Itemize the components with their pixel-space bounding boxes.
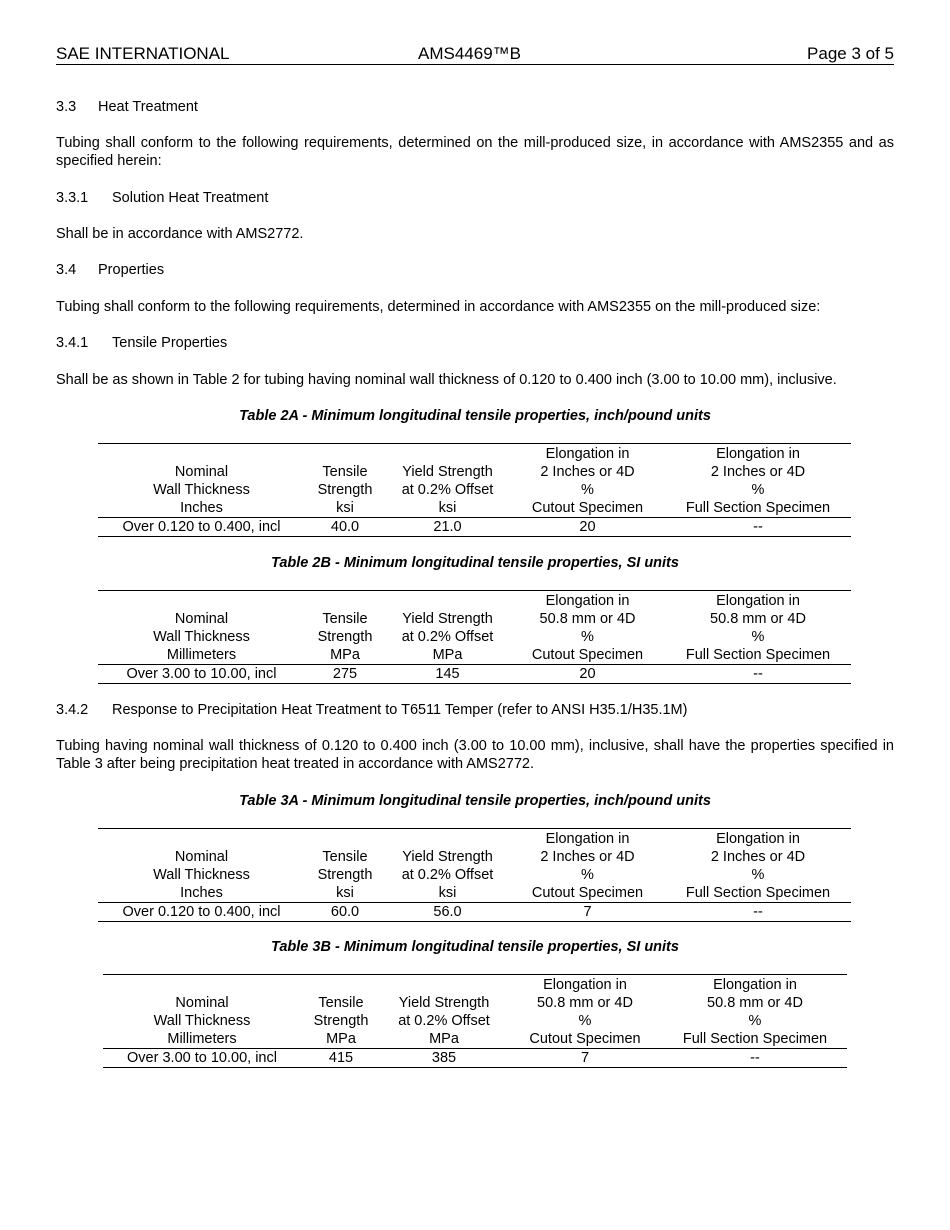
section-number: 3.4 — [56, 262, 77, 278]
table-3b — [103, 974, 847, 1068]
column-header: Elongation in 2 Inches or 4D % Full Section Specimen — [665, 444, 851, 518]
section-number: 3.4.2 — [56, 702, 89, 718]
column-header: Nominal Wall Thickness Millimeters — [98, 591, 305, 665]
table-cell: -- — [665, 518, 851, 537]
page-header — [56, 44, 894, 65]
section-3-4-2-text: Tubing having nominal wall thickness of 0.120 to 0.400 inch (3.00 to 10.00 mm), inclusive, shall have the properties specified in Table 3 after being precipitation heat treated in accordance with AMS2772. — [56, 738, 894, 772]
section-title: Tensile Properties — [112, 335, 228, 351]
header-page-number: Page 3 of 5 — [807, 44, 894, 63]
table-3b-caption: Table 3B - Minimum longitudinal tensile properties, SI units — [271, 939, 679, 955]
section-3-3-1-heading — [56, 189, 268, 207]
column-header: Tensile Strength MPa — [305, 591, 385, 665]
table-cell: 20 — [510, 665, 665, 684]
table-row — [98, 903, 851, 922]
table-2b-caption: Table 2B - Minimum longitudinal tensile properties, SI units — [271, 555, 679, 571]
section-number: 3.3 — [56, 99, 77, 115]
column-header: Yield Strength at 0.2% Offset MPa — [381, 975, 507, 1049]
column-header: Yield Strength at 0.2% Offset ksi — [385, 829, 510, 903]
table-cell: 20 — [510, 518, 665, 537]
table-2a — [98, 443, 851, 537]
column-header: Tensile Strength ksi — [305, 444, 385, 518]
table-cell: Over 3.00 to 10.00, incl — [98, 665, 305, 684]
column-header: Elongation in 2 Inches or 4D % Full Section Specimen — [665, 829, 851, 903]
table-cell: 60.0 — [305, 903, 385, 922]
table-cell: Over 0.120 to 0.400, incl — [98, 903, 305, 922]
section-3-4-heading — [56, 261, 164, 279]
table-3a — [98, 828, 851, 922]
column-header: Elongation in 50.8 mm or 4D % Cutout Specimen — [507, 975, 663, 1049]
table-header-row — [98, 444, 851, 518]
column-header: Elongation in 2 Inches or 4D % Cutout Specimen — [510, 829, 665, 903]
section-number: 3.4.1 — [56, 335, 89, 351]
section-3-4-text: Tubing shall conform to the following requirements, determined in accordance with AMS2355 on the mill-produced size: — [56, 299, 821, 315]
table-cell: -- — [665, 665, 851, 684]
column-header: Nominal Wall Thickness Inches — [98, 829, 305, 903]
table-header-row — [98, 829, 851, 903]
section-3-4-1-heading — [56, 334, 227, 352]
table-cell: 21.0 — [385, 518, 510, 537]
table-cell: Over 3.00 to 10.00, incl — [103, 1049, 301, 1068]
table-3a-caption: Table 3A - Minimum longitudinal tensile properties, inch/pound units — [239, 793, 711, 809]
column-header: Yield Strength at 0.2% Offset MPa — [385, 591, 510, 665]
section-title: Response to Precipitation Heat Treatment to T6511 Temper (refer to ANSI H35.1/H35.1M) — [112, 702, 688, 718]
section-title: Heat Treatment — [98, 99, 198, 115]
section-number: 3.3.1 — [56, 190, 89, 206]
table-cell: 7 — [510, 903, 665, 922]
table-header-row — [103, 975, 847, 1049]
table-header-row — [98, 591, 851, 665]
section-3-3-text: Tubing shall conform to the following requirements, determined on the mill-produced size, in accordance with AMS2355 and as specified herein: — [56, 135, 894, 169]
table-2b — [98, 590, 851, 684]
column-header: Tensile Strength ksi — [305, 829, 385, 903]
table-cell: 415 — [301, 1049, 381, 1068]
column-header: Elongation in 2 Inches or 4D % Cutout Specimen — [510, 444, 665, 518]
column-header: Elongation in 50.8 mm or 4D % Full Section Specimen — [663, 975, 847, 1049]
header-doc-number: AMS4469™B — [418, 44, 521, 63]
column-header: Nominal Wall Thickness Inches — [98, 444, 305, 518]
section-3-4-1-text: Shall be as shown in Table 2 for tubing having nominal wall thickness of 0.120 to 0.400 inch (3.00 to 10.00 mm), inclusive. — [56, 372, 837, 388]
table-row — [98, 665, 851, 684]
table-cell: -- — [663, 1049, 847, 1068]
table-row — [103, 1049, 847, 1068]
section-3-3-heading — [56, 98, 198, 116]
column-header: Elongation in 50.8 mm or 4D % Cutout Specimen — [510, 591, 665, 665]
table-cell: 40.0 — [305, 518, 385, 537]
table-cell: 275 — [305, 665, 385, 684]
section-3-4-2-heading — [56, 701, 687, 719]
header-org: SAE INTERNATIONAL — [56, 44, 230, 63]
table-cell: 145 — [385, 665, 510, 684]
column-header: Yield Strength at 0.2% Offset ksi — [385, 444, 510, 518]
column-header: Nominal Wall Thickness Millimeters — [103, 975, 301, 1049]
section-title: Properties — [98, 262, 165, 278]
table-row — [98, 518, 851, 537]
table-cell: Over 0.120 to 0.400, incl — [98, 518, 305, 537]
table-cell: -- — [665, 903, 851, 922]
column-header: Tensile Strength MPa — [301, 975, 381, 1049]
section-3-3-1-text: Shall be in accordance with AMS2772. — [56, 226, 304, 242]
column-header: Elongation in 50.8 mm or 4D % Full Section Specimen — [665, 591, 851, 665]
table-cell: 7 — [507, 1049, 663, 1068]
table-cell: 385 — [381, 1049, 507, 1068]
table-cell: 56.0 — [385, 903, 510, 922]
table-2a-caption: Table 2A - Minimum longitudinal tensile properties, inch/pound units — [239, 408, 711, 424]
section-title: Solution Heat Treatment — [112, 190, 269, 206]
